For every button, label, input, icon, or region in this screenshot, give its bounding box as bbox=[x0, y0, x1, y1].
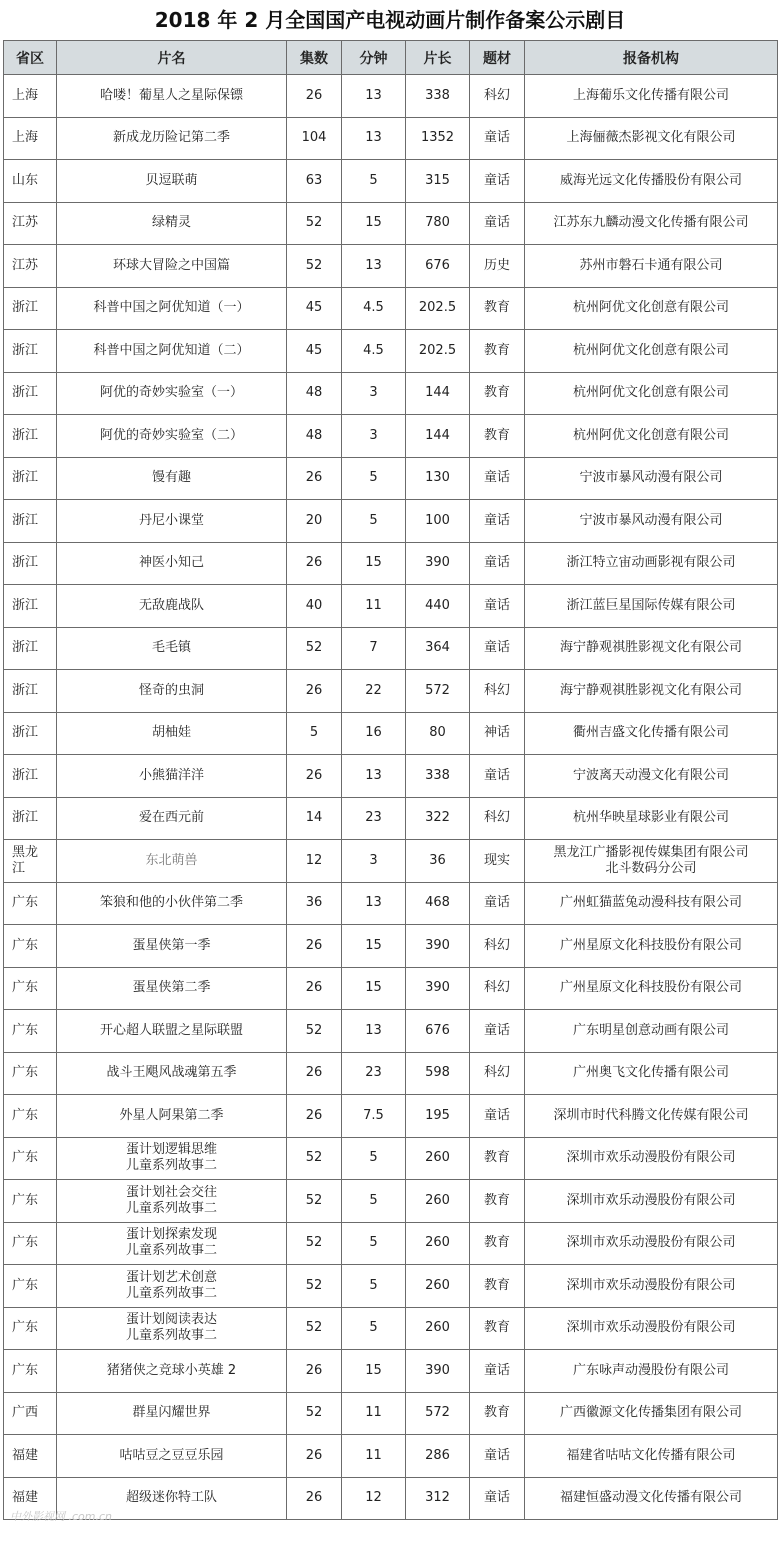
cell-episodes: 48 bbox=[287, 372, 342, 415]
cell-organization: 宁波市暴风动漫有限公司 bbox=[525, 500, 778, 543]
table-row bbox=[4, 117, 778, 160]
cell-minutes: 13 bbox=[342, 755, 406, 798]
cell-length: 80 bbox=[406, 712, 470, 755]
cell-episodes: 52 bbox=[287, 1222, 342, 1265]
cell-title: 蛋计划艺术创意 儿童系列故事二 bbox=[57, 1265, 287, 1308]
cell-length: 364 bbox=[406, 627, 470, 670]
cell-organization: 深圳市欢乐动漫股份有限公司 bbox=[525, 1180, 778, 1223]
table-row bbox=[4, 1392, 778, 1435]
table-row bbox=[4, 287, 778, 330]
cell-genre: 童话 bbox=[470, 160, 525, 203]
cell-title: 哈喽！葡星人之星际保镖 bbox=[57, 75, 287, 118]
header-genre: 题材 bbox=[470, 41, 525, 75]
cell-province: 浙江 bbox=[4, 372, 57, 415]
cell-episodes: 104 bbox=[287, 117, 342, 160]
table-row bbox=[4, 1180, 778, 1223]
cell-minutes: 23 bbox=[342, 1052, 406, 1095]
cell-episodes: 36 bbox=[287, 882, 342, 925]
cell-genre: 童话 bbox=[470, 500, 525, 543]
cell-episodes: 52 bbox=[287, 1265, 342, 1308]
cell-organization: 衢州吉盛文化传播有限公司 bbox=[525, 712, 778, 755]
cell-genre: 科幻 bbox=[470, 967, 525, 1010]
cell-minutes: 3 bbox=[342, 415, 406, 458]
cell-genre: 童话 bbox=[470, 882, 525, 925]
cell-genre: 教育 bbox=[470, 287, 525, 330]
cell-episodes: 52 bbox=[287, 1137, 342, 1180]
cell-organization: 海宁静观祺胜影视文化有限公司 bbox=[525, 670, 778, 713]
cell-episodes: 45 bbox=[287, 287, 342, 330]
table-row bbox=[4, 670, 778, 713]
cell-province: 广东 bbox=[4, 1222, 57, 1265]
cell-length: 390 bbox=[406, 542, 470, 585]
table-row bbox=[4, 500, 778, 543]
table-row bbox=[4, 457, 778, 500]
table-row bbox=[4, 245, 778, 288]
cell-province: 广东 bbox=[4, 1052, 57, 1095]
cell-episodes: 40 bbox=[287, 585, 342, 628]
cell-organization: 深圳市欢乐动漫股份有限公司 bbox=[525, 1137, 778, 1180]
cell-genre: 童话 bbox=[470, 755, 525, 798]
cell-length: 322 bbox=[406, 797, 470, 840]
cell-province: 浙江 bbox=[4, 330, 57, 373]
cell-province: 上海 bbox=[4, 75, 57, 118]
cell-title: 绿精灵 bbox=[57, 202, 287, 245]
cell-length: 260 bbox=[406, 1307, 470, 1350]
cell-length: 440 bbox=[406, 585, 470, 628]
cell-title: 神医小知己 bbox=[57, 542, 287, 585]
header-row bbox=[4, 41, 778, 75]
cell-organization: 广州奥飞文化传播有限公司 bbox=[525, 1052, 778, 1095]
cell-province: 广东 bbox=[4, 1095, 57, 1138]
cell-title: 蛋星侠第二季 bbox=[57, 967, 287, 1010]
cell-minutes: 5 bbox=[342, 500, 406, 543]
cell-organization: 杭州华映星球影业有限公司 bbox=[525, 797, 778, 840]
cell-title: 东北萌兽 bbox=[57, 840, 287, 883]
table-row bbox=[4, 1010, 778, 1053]
cell-province: 浙江 bbox=[4, 755, 57, 798]
cell-province: 浙江 bbox=[4, 500, 57, 543]
table-row bbox=[4, 1137, 778, 1180]
cell-minutes: 11 bbox=[342, 1435, 406, 1478]
cell-organization: 广州星原文化科技股份有限公司 bbox=[525, 925, 778, 968]
cell-episodes: 52 bbox=[287, 1010, 342, 1053]
table-row bbox=[4, 75, 778, 118]
cell-title: 科普中国之阿优知道（一） bbox=[57, 287, 287, 330]
cell-length: 260 bbox=[406, 1265, 470, 1308]
cell-minutes: 15 bbox=[342, 542, 406, 585]
cell-title: 毛毛镇 bbox=[57, 627, 287, 670]
cell-episodes: 26 bbox=[287, 457, 342, 500]
cell-minutes: 3 bbox=[342, 372, 406, 415]
cell-episodes: 26 bbox=[287, 1477, 342, 1520]
cell-minutes: 11 bbox=[342, 585, 406, 628]
cell-organization: 宁波市暴风动漫有限公司 bbox=[525, 457, 778, 500]
cell-title: 阿优的奇妙实验室（一） bbox=[57, 372, 287, 415]
cell-minutes: 13 bbox=[342, 1010, 406, 1053]
cell-province: 广东 bbox=[4, 1137, 57, 1180]
header-episodes: 集数 bbox=[287, 41, 342, 75]
cell-genre: 童话 bbox=[470, 542, 525, 585]
table-row bbox=[4, 1435, 778, 1478]
cell-episodes: 52 bbox=[287, 202, 342, 245]
cell-episodes: 26 bbox=[287, 542, 342, 585]
cell-organization: 深圳市欢乐动漫股份有限公司 bbox=[525, 1222, 778, 1265]
cell-genre: 教育 bbox=[470, 1265, 525, 1308]
cell-length: 572 bbox=[406, 670, 470, 713]
cell-genre: 科幻 bbox=[470, 797, 525, 840]
cell-title: 环球大冒险之中国篇 bbox=[57, 245, 287, 288]
cell-province: 浙江 bbox=[4, 585, 57, 628]
cell-minutes: 5 bbox=[342, 1222, 406, 1265]
cell-title: 蛋计划阅读表达 儿童系列故事二 bbox=[57, 1307, 287, 1350]
cell-organization: 广东明星创意动画有限公司 bbox=[525, 1010, 778, 1053]
cell-title: 小熊猫洋洋 bbox=[57, 755, 287, 798]
cell-minutes: 4.5 bbox=[342, 330, 406, 373]
table-row bbox=[4, 372, 778, 415]
cell-length: 676 bbox=[406, 245, 470, 288]
cell-province: 上海 bbox=[4, 117, 57, 160]
cell-title: 开心超人联盟之星际联盟 bbox=[57, 1010, 287, 1053]
cell-genre: 神话 bbox=[470, 712, 525, 755]
cell-episodes: 26 bbox=[287, 1095, 342, 1138]
cell-organization: 杭州阿优文化创意有限公司 bbox=[525, 372, 778, 415]
cell-province: 浙江 bbox=[4, 287, 57, 330]
cell-minutes: 4.5 bbox=[342, 287, 406, 330]
cell-episodes: 5 bbox=[287, 712, 342, 755]
cell-title: 阿优的奇妙实验室（二） bbox=[57, 415, 287, 458]
cell-title: 丹尼小课堂 bbox=[57, 500, 287, 543]
cell-genre: 科幻 bbox=[470, 1052, 525, 1095]
table-row bbox=[4, 330, 778, 373]
header-title: 片名 bbox=[57, 41, 287, 75]
cell-minutes: 15 bbox=[342, 202, 406, 245]
cell-title: 贝逗联萌 bbox=[57, 160, 287, 203]
cell-minutes: 5 bbox=[342, 457, 406, 500]
cell-title: 猪猪侠之竞球小英雄 2 bbox=[57, 1350, 287, 1393]
cell-title: 蛋计划探索发现 儿童系列故事二 bbox=[57, 1222, 287, 1265]
cell-organization: 上海俪薇杰影视文化有限公司 bbox=[525, 117, 778, 160]
cell-province: 广东 bbox=[4, 1265, 57, 1308]
cell-title: 馒有趣 bbox=[57, 457, 287, 500]
cell-province: 福建 bbox=[4, 1435, 57, 1478]
cell-minutes: 5 bbox=[342, 1307, 406, 1350]
cell-organization: 广东咏声动漫股份有限公司 bbox=[525, 1350, 778, 1393]
cell-length: 390 bbox=[406, 925, 470, 968]
cell-episodes: 52 bbox=[287, 1392, 342, 1435]
cell-length: 598 bbox=[406, 1052, 470, 1095]
cell-length: 676 bbox=[406, 1010, 470, 1053]
cell-length: 130 bbox=[406, 457, 470, 500]
cell-genre: 童话 bbox=[470, 1010, 525, 1053]
cell-organization: 苏州市磐石卡通有限公司 bbox=[525, 245, 778, 288]
cell-province: 浙江 bbox=[4, 797, 57, 840]
cell-organization: 宁波离天动漫文化有限公司 bbox=[525, 755, 778, 798]
cell-province: 广西 bbox=[4, 1392, 57, 1435]
cell-title: 超级迷你特工队 bbox=[57, 1477, 287, 1520]
cell-length: 390 bbox=[406, 967, 470, 1010]
cell-episodes: 63 bbox=[287, 160, 342, 203]
cell-genre: 童话 bbox=[470, 1477, 525, 1520]
cell-title: 科普中国之阿优知道（二） bbox=[57, 330, 287, 373]
cell-episodes: 20 bbox=[287, 500, 342, 543]
cell-title: 无敌鹿战队 bbox=[57, 585, 287, 628]
cell-province: 山东 bbox=[4, 160, 57, 203]
table-row bbox=[4, 542, 778, 585]
cell-episodes: 26 bbox=[287, 967, 342, 1010]
table-row bbox=[4, 1307, 778, 1350]
cell-length: 315 bbox=[406, 160, 470, 203]
cell-genre: 现实 bbox=[470, 840, 525, 883]
table-row bbox=[4, 1052, 778, 1095]
cell-genre: 教育 bbox=[470, 1392, 525, 1435]
cell-genre: 教育 bbox=[470, 415, 525, 458]
cell-title: 蛋星侠第一季 bbox=[57, 925, 287, 968]
cell-province: 江苏 bbox=[4, 245, 57, 288]
cell-organization: 福建恒盛动漫文化传播有限公司 bbox=[525, 1477, 778, 1520]
cell-length: 338 bbox=[406, 755, 470, 798]
header-minutes: 分钟 bbox=[342, 41, 406, 75]
cell-title: 外星人阿果第二季 bbox=[57, 1095, 287, 1138]
cell-minutes: 13 bbox=[342, 75, 406, 118]
cell-province: 广东 bbox=[4, 1350, 57, 1393]
cell-province: 浙江 bbox=[4, 457, 57, 500]
cell-title: 战斗王飓风战魂第五季 bbox=[57, 1052, 287, 1095]
cell-genre: 童话 bbox=[470, 457, 525, 500]
cell-length: 390 bbox=[406, 1350, 470, 1393]
cell-minutes: 11 bbox=[342, 1392, 406, 1435]
cell-genre: 童话 bbox=[470, 1095, 525, 1138]
cell-province: 浙江 bbox=[4, 542, 57, 585]
cell-organization: 上海葡乐文化传播有限公司 bbox=[525, 75, 778, 118]
cell-organization: 杭州阿优文化创意有限公司 bbox=[525, 330, 778, 373]
table-row bbox=[4, 1350, 778, 1393]
cell-minutes: 13 bbox=[342, 882, 406, 925]
cell-length: 1352 bbox=[406, 117, 470, 160]
table-row bbox=[4, 925, 778, 968]
cell-length: 36 bbox=[406, 840, 470, 883]
cell-province: 江苏 bbox=[4, 202, 57, 245]
page-title: 2018 年 2 月全国国产电视动画片制作备案公示剧目 bbox=[154, 8, 626, 32]
cell-genre: 教育 bbox=[470, 330, 525, 373]
cell-minutes: 15 bbox=[342, 1350, 406, 1393]
cell-minutes: 22 bbox=[342, 670, 406, 713]
cell-length: 572 bbox=[406, 1392, 470, 1435]
filing-table bbox=[3, 40, 778, 1520]
cell-title: 怪奇的虫洞 bbox=[57, 670, 287, 713]
cell-length: 338 bbox=[406, 75, 470, 118]
table-row bbox=[4, 585, 778, 628]
cell-genre: 童话 bbox=[470, 1350, 525, 1393]
header-organization: 报备机构 bbox=[525, 41, 778, 75]
cell-organization: 浙江蓝巨星国际传媒有限公司 bbox=[525, 585, 778, 628]
cell-episodes: 52 bbox=[287, 1180, 342, 1223]
header-length: 片长 bbox=[406, 41, 470, 75]
table-row bbox=[4, 840, 778, 883]
cell-genre: 科幻 bbox=[470, 925, 525, 968]
cell-province: 浙江 bbox=[4, 415, 57, 458]
cell-episodes: 52 bbox=[287, 245, 342, 288]
cell-genre: 教育 bbox=[470, 1180, 525, 1223]
cell-organization: 深圳市欢乐动漫股份有限公司 bbox=[525, 1265, 778, 1308]
cell-province: 浙江 bbox=[4, 712, 57, 755]
table-row bbox=[4, 1477, 778, 1520]
cell-minutes: 7.5 bbox=[342, 1095, 406, 1138]
cell-title: 新成龙历险记第二季 bbox=[57, 117, 287, 160]
cell-minutes: 7 bbox=[342, 627, 406, 670]
cell-organization: 广州星原文化科技股份有限公司 bbox=[525, 967, 778, 1010]
cell-length: 202.5 bbox=[406, 287, 470, 330]
cell-organization: 广州虹猫蓝兔动漫科技有限公司 bbox=[525, 882, 778, 925]
cell-genre: 教育 bbox=[470, 372, 525, 415]
cell-title: 群星闪耀世界 bbox=[57, 1392, 287, 1435]
table-row bbox=[4, 882, 778, 925]
table-row bbox=[4, 202, 778, 245]
cell-genre: 教育 bbox=[470, 1307, 525, 1350]
table-row bbox=[4, 755, 778, 798]
cell-title: 胡柚娃 bbox=[57, 712, 287, 755]
cell-province: 广东 bbox=[4, 1180, 57, 1223]
cell-length: 144 bbox=[406, 415, 470, 458]
cell-episodes: 26 bbox=[287, 755, 342, 798]
header-province: 省区 bbox=[4, 41, 57, 75]
table-row bbox=[4, 797, 778, 840]
cell-length: 260 bbox=[406, 1222, 470, 1265]
cell-province: 黑龙 江 bbox=[4, 840, 57, 883]
table-row bbox=[4, 160, 778, 203]
cell-episodes: 26 bbox=[287, 925, 342, 968]
table-row bbox=[4, 712, 778, 755]
table-row bbox=[4, 1095, 778, 1138]
cell-episodes: 26 bbox=[287, 1052, 342, 1095]
cell-title: 爱在西元前 bbox=[57, 797, 287, 840]
cell-genre: 教育 bbox=[470, 1222, 525, 1265]
cell-episodes: 45 bbox=[287, 330, 342, 373]
cell-province: 广东 bbox=[4, 1010, 57, 1053]
cell-organization: 浙江特立宙动画影视有限公司 bbox=[525, 542, 778, 585]
cell-minutes: 16 bbox=[342, 712, 406, 755]
cell-title: 蛋计划社会交往 儿童系列故事二 bbox=[57, 1180, 287, 1223]
cell-genre: 童话 bbox=[470, 627, 525, 670]
cell-minutes: 3 bbox=[342, 840, 406, 883]
cell-organization: 威海光远文化传播股份有限公司 bbox=[525, 160, 778, 203]
cell-minutes: 5 bbox=[342, 160, 406, 203]
cell-minutes: 23 bbox=[342, 797, 406, 840]
cell-length: 100 bbox=[406, 500, 470, 543]
cell-length: 260 bbox=[406, 1137, 470, 1180]
cell-episodes: 26 bbox=[287, 1350, 342, 1393]
cell-title: 咕咕豆之豆豆乐园 bbox=[57, 1435, 287, 1478]
cell-episodes: 12 bbox=[287, 840, 342, 883]
cell-genre: 童话 bbox=[470, 1435, 525, 1478]
cell-minutes: 5 bbox=[342, 1265, 406, 1308]
cell-province: 浙江 bbox=[4, 670, 57, 713]
table-row bbox=[4, 1265, 778, 1308]
cell-genre: 历史 bbox=[470, 245, 525, 288]
cell-length: 312 bbox=[406, 1477, 470, 1520]
table-row bbox=[4, 1222, 778, 1265]
cell-genre: 童话 bbox=[470, 117, 525, 160]
cell-organization: 福建省咕咕文化传播有限公司 bbox=[525, 1435, 778, 1478]
watermark: 中外影视网 .com.cn bbox=[10, 1510, 113, 1523]
cell-organization: 深圳市欢乐动漫股份有限公司 bbox=[525, 1307, 778, 1350]
cell-organization: 江苏东九麟动漫文化传播有限公司 bbox=[525, 202, 778, 245]
cell-length: 468 bbox=[406, 882, 470, 925]
cell-minutes: 15 bbox=[342, 967, 406, 1010]
cell-minutes: 13 bbox=[342, 117, 406, 160]
cell-organization: 广西徽源文化传播集团有限公司 bbox=[525, 1392, 778, 1435]
cell-organization: 杭州阿优文化创意有限公司 bbox=[525, 287, 778, 330]
cell-minutes: 12 bbox=[342, 1477, 406, 1520]
cell-episodes: 14 bbox=[287, 797, 342, 840]
cell-province: 广东 bbox=[4, 882, 57, 925]
cell-genre: 童话 bbox=[470, 202, 525, 245]
cell-minutes: 5 bbox=[342, 1180, 406, 1223]
cell-province: 广东 bbox=[4, 967, 57, 1010]
cell-episodes: 26 bbox=[287, 75, 342, 118]
cell-genre: 科幻 bbox=[470, 670, 525, 713]
table-body bbox=[4, 75, 778, 1520]
cell-length: 195 bbox=[406, 1095, 470, 1138]
cell-province: 福建 bbox=[4, 1477, 57, 1520]
cell-length: 260 bbox=[406, 1180, 470, 1223]
cell-organization: 黑龙江广播影视传媒集团有限公司 北斗数码分公司 bbox=[525, 840, 778, 883]
table-row bbox=[4, 627, 778, 670]
cell-length: 202.5 bbox=[406, 330, 470, 373]
cell-organization: 杭州阿优文化创意有限公司 bbox=[525, 415, 778, 458]
cell-minutes: 15 bbox=[342, 925, 406, 968]
cell-title: 蛋计划逻辑思维 儿童系列故事二 bbox=[57, 1137, 287, 1180]
cell-genre: 教育 bbox=[470, 1137, 525, 1180]
cell-genre: 童话 bbox=[470, 585, 525, 628]
cell-length: 286 bbox=[406, 1435, 470, 1478]
cell-length: 144 bbox=[406, 372, 470, 415]
cell-province: 广东 bbox=[4, 925, 57, 968]
cell-organization: 海宁静观祺胜影视文化有限公司 bbox=[525, 627, 778, 670]
cell-province: 浙江 bbox=[4, 627, 57, 670]
cell-episodes: 26 bbox=[287, 670, 342, 713]
cell-minutes: 5 bbox=[342, 1137, 406, 1180]
cell-episodes: 26 bbox=[287, 1435, 342, 1478]
cell-organization: 深圳市时代科腾文化传媒有限公司 bbox=[525, 1095, 778, 1138]
cell-episodes: 52 bbox=[287, 1307, 342, 1350]
cell-title: 笨狼和他的小伙伴第二季 bbox=[57, 882, 287, 925]
cell-genre: 科幻 bbox=[470, 75, 525, 118]
table-row bbox=[4, 967, 778, 1010]
cell-province: 广东 bbox=[4, 1307, 57, 1350]
cell-length: 780 bbox=[406, 202, 470, 245]
cell-episodes: 52 bbox=[287, 627, 342, 670]
table-row bbox=[4, 415, 778, 458]
cell-episodes: 48 bbox=[287, 415, 342, 458]
cell-minutes: 13 bbox=[342, 245, 406, 288]
